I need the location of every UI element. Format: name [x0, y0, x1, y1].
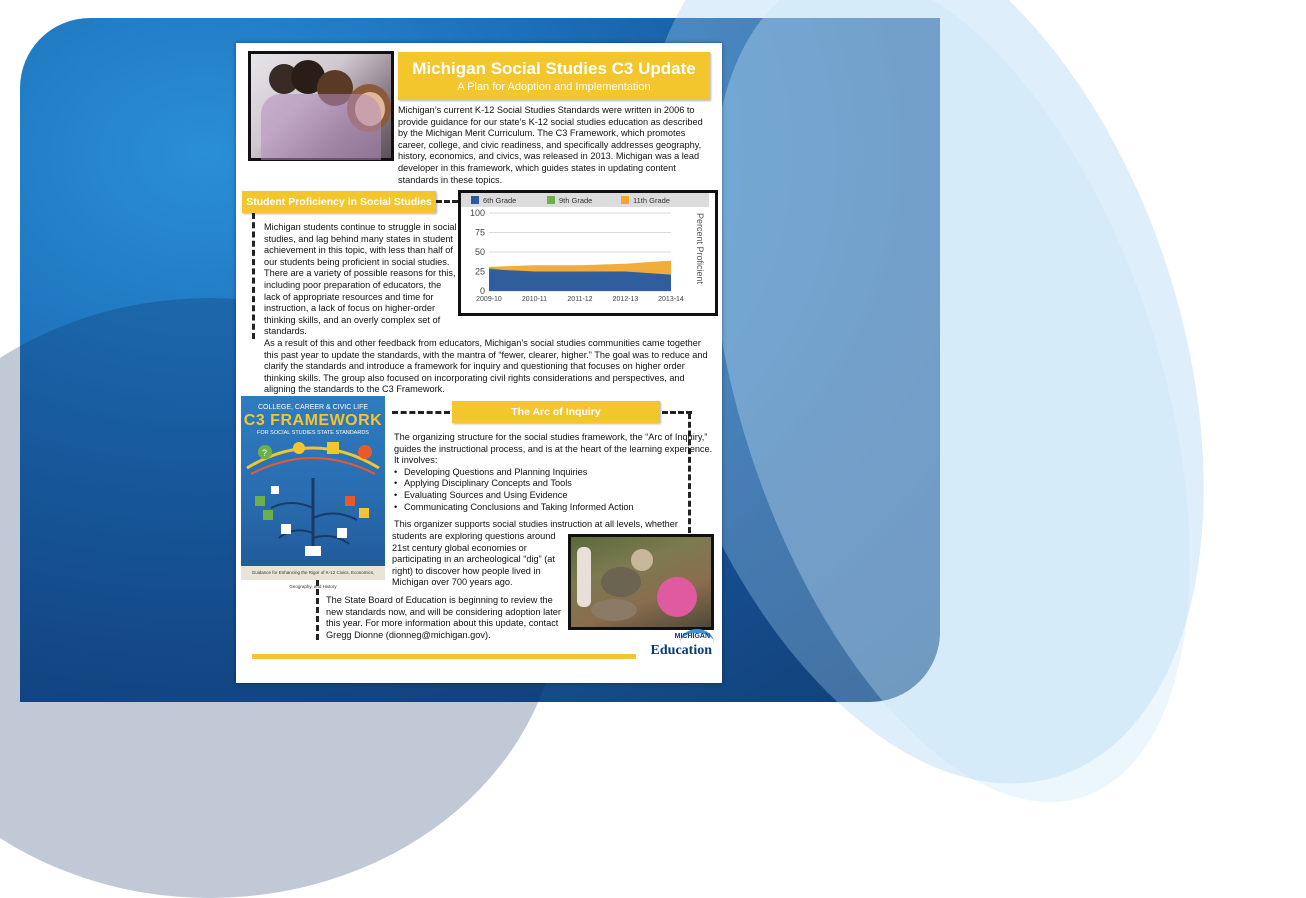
x-tick-label: 2010-11: [521, 296, 548, 303]
x-tick-label: 2009-10: [476, 296, 502, 303]
classroom-photo: [248, 51, 394, 161]
cover-tree-illustration: [241, 438, 385, 566]
archeological-dig-photo: [568, 534, 714, 630]
dashed-connector: [436, 200, 458, 203]
legend-label: 6th Grade: [483, 196, 517, 205]
footer-bar: [252, 654, 636, 659]
list-item: • Developing Questions and Planning Inquiries: [394, 467, 714, 479]
section-heading-proficiency: Student Proficiency in Social Studies: [242, 191, 436, 213]
title-banner: [398, 52, 710, 100]
arc-section: [394, 432, 714, 513]
y-tick-label: 100: [469, 208, 485, 218]
list-item: • Communicating Conclusions and Taking Informed Action: [394, 502, 714, 514]
cover-title: C3 FRAMEWORK: [243, 412, 383, 429]
x-tick-label: 2012-13: [612, 296, 639, 303]
organizer-paragraph: students are exploring questions around 21st century global economies or participating in an archeological “dig” (at right) to discover how people lived in Michigan over 700 years ago.: [392, 531, 556, 588]
cover-line-1: COLLEGE, CAREER & CIVIC LIFE: [257, 404, 369, 411]
logo-line-2: Education: [650, 643, 712, 658]
document-page: [236, 43, 722, 683]
proficiency-chart: [458, 190, 718, 316]
arc-bullet-list: [394, 467, 714, 513]
dashed-connector: [252, 213, 255, 339]
y-tick-label: 0: [479, 286, 485, 296]
list-item: • Evaluating Sources and Using Evidence: [394, 490, 714, 502]
x-tick-label: 2013-14: [658, 296, 684, 303]
intro-paragraph: Michigan’s current K-12 Social Studies Standards were written in 2006 to provide guidance for our state’s K-12 social studies education as described by the Michigan Merit Curriculum. The C3 Framework, which promotes career, college, and civic readiness, and specifically addresses geography, history, economics, and civics, was released in 2013. Michigan was a lead developer in this framework, which guides states in updating content standards in these topics.: [398, 105, 703, 185]
proficiency-paragraph: Michigan students continue to struggle in social studies, and lag behind many states in student achievement in this topic, with less than half of our students being proficient in social studies. There are a variety of possible reasons for this, including poor preparation of educators, the lack of appropriate resources and time for instruction, a lack of focus on higher-order thinking skills, and an overly complex set of standards.: [264, 222, 457, 337]
chart-svg: [461, 193, 715, 313]
legend-label: 11th Grade: [633, 196, 670, 205]
list-item: • Applying Disciplinary Concepts and Tools: [394, 478, 714, 490]
x-tick-label: 2011-12: [567, 296, 593, 303]
page-subtitle: A Plan for Adoption and Implementation: [457, 81, 651, 93]
feedback-paragraph: As a result of this and other feedback from educators, Michigan’s social studies communities came together this past year to update the standards, with the mantra of “fewer, clearer, higher.” The goal was to reduce and clarify the standards and introduce a framework for inquiry and questioning that focuses on higher order thinking skills. The group also focused on incorporating civil rights considerations and perspectives, and aligning the standards to the C3 Framework.: [264, 338, 708, 395]
svg-text:?: ?: [262, 448, 268, 458]
section-heading-arc: The Arc of Inquiry: [452, 401, 660, 423]
legend-label: 9th Grade: [559, 196, 593, 205]
legend-swatch: [471, 196, 479, 204]
y-tick-label: 75: [474, 227, 485, 238]
cover-footer: Guidance for Enhancing the Rigor of K-12 Civics, Economics, Geography, and History: [241, 566, 385, 580]
c3-framework-cover: [241, 396, 385, 589]
y-tick-label: 50: [474, 247, 485, 257]
legend-swatch: [547, 196, 555, 204]
michigan-education-logo: [646, 629, 716, 673]
cover-line-3: FOR SOCIAL STUDIES STATE STANDARDS: [257, 430, 369, 436]
y-axis-label: Percent Proficient: [695, 213, 705, 285]
page-title: Michigan Social Studies C3 Update: [412, 59, 696, 78]
organizer-paragraph-line1: This organizer supports social studies instruction at all levels, whether: [394, 519, 678, 529]
dashed-connector: [392, 411, 450, 414]
legend-swatch: [621, 196, 629, 204]
y-tick-label: 25: [474, 266, 485, 277]
logo-line-1: MICHIGAN: [674, 633, 710, 640]
arc-paragraph: The organizing structure for the social studies framework, the “Arc of Inquiry,” guides the instructional process, and is at the heart of the learning experience. It involves:: [394, 432, 713, 466]
closing-paragraph: The State Board of Education is beginning to review the new standards now, and will be considering adoption later this year. For more information about this update, contact Gregg Dionne (dionneg@michigan.gov).: [326, 595, 561, 640]
